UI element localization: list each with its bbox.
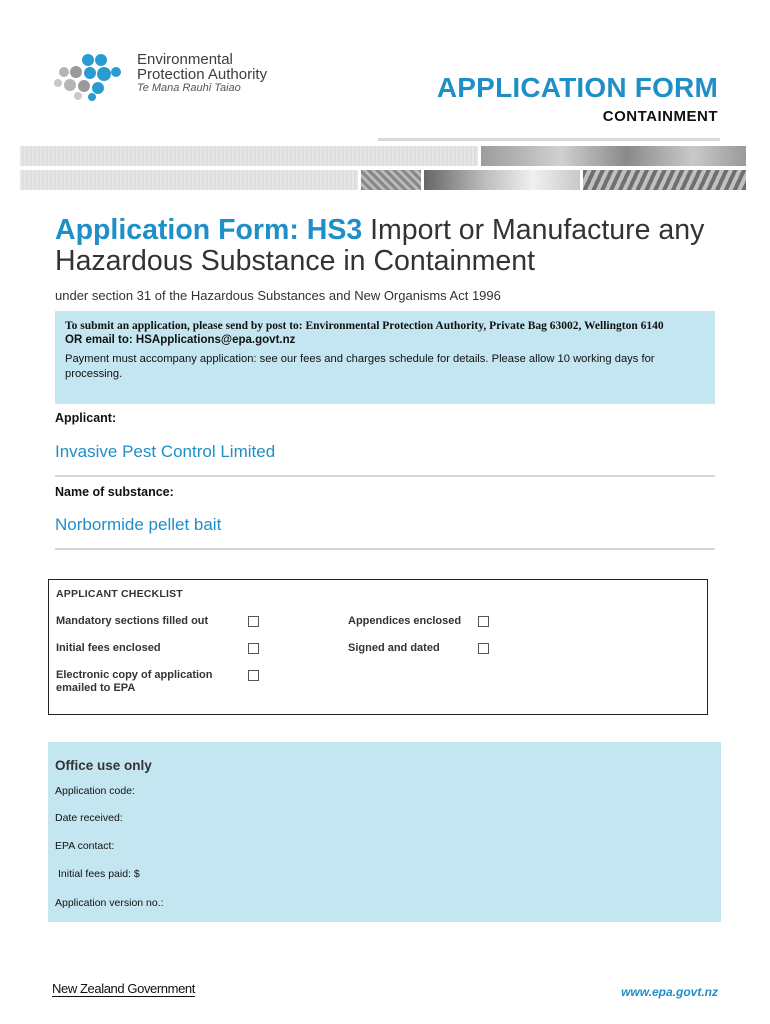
document-title-highlight: Application Form: HS3 xyxy=(55,214,363,246)
checklist-checkbox-signed-dated[interactable] xyxy=(478,643,489,654)
checklist-item-label: Initial fees enclosed xyxy=(56,642,161,654)
nz-government-logo: New Zealand Government xyxy=(52,981,195,996)
checklist-item-label: Mandatory sections filled out xyxy=(56,615,209,627)
office-use-panel xyxy=(48,742,721,922)
checklist-heading: APPLICANT CHECKLIST xyxy=(56,588,183,600)
document-title-rest: Import or Manufacture any Hazardous Substance in Containment xyxy=(55,214,705,277)
applicant-divider xyxy=(55,475,715,477)
office-field-date-received: Date received: xyxy=(55,812,123,824)
banner-strip-top xyxy=(20,146,746,166)
checklist-item-label: Signed and dated xyxy=(348,642,440,654)
org-name-line2: Protection Authority xyxy=(137,66,268,83)
epa-logo-icon xyxy=(52,50,132,102)
office-use-heading: Office use only xyxy=(55,758,152,773)
document-title xyxy=(55,215,735,277)
org-maori-name: Te Mana Rauhī Taiao xyxy=(137,82,241,94)
applicant-value[interactable]: Invasive Pest Control Limited xyxy=(55,442,276,461)
form-subtitle: CONTAINMENT xyxy=(602,108,718,125)
section-note: under section 31 of the Hazardous Substances and New Organisms Act 1996 xyxy=(55,288,501,303)
substance-label: Name of substance: xyxy=(55,485,174,499)
payment-note: Payment must accompany application: see our fees and charges schedule for details. Please allow 10 working days for processing. xyxy=(65,353,655,380)
checklist-checkbox-initial-fees[interactable] xyxy=(248,643,259,654)
office-field-application-code: Application code: xyxy=(55,785,135,797)
email-instructions: OR email to: HSApplications@epa.govt.nz xyxy=(65,334,296,346)
checklist-checkbox-electronic-copy[interactable] xyxy=(248,670,259,681)
office-field-initial-fees: Initial fees paid: $ xyxy=(58,868,140,880)
checklist-checkbox-appendices[interactable] xyxy=(478,616,489,627)
applicant-checklist xyxy=(48,579,708,715)
office-field-version: Application version no.: xyxy=(55,897,164,909)
submission-info-box xyxy=(55,311,715,404)
office-field-epa-contact: EPA contact: xyxy=(55,840,115,852)
form-title: APPLICATION FORM xyxy=(436,72,718,103)
applicant-label: Applicant: xyxy=(55,411,117,425)
checklist-checkbox-mandatory-sections[interactable] xyxy=(248,616,259,627)
website-link[interactable]: www.epa.govt.nz xyxy=(621,985,718,999)
substance-divider xyxy=(55,548,715,550)
postal-instructions: To submit an application, please send by post to: Environmental Protection Authority, Private Bag 63002, Wellington 6140 xyxy=(65,320,664,332)
header-divider xyxy=(378,138,720,141)
banner-strip-bottom xyxy=(20,170,746,190)
checklist-item-label: Electronic copy of application emailed to EPA xyxy=(56,669,213,694)
checklist-item-label: Appendices enclosed xyxy=(348,615,462,627)
substance-value[interactable]: Norbormide pellet bait xyxy=(55,515,222,534)
org-name-line1: Environmental xyxy=(137,51,233,68)
org-name xyxy=(137,52,267,95)
epa-logo xyxy=(52,50,312,106)
